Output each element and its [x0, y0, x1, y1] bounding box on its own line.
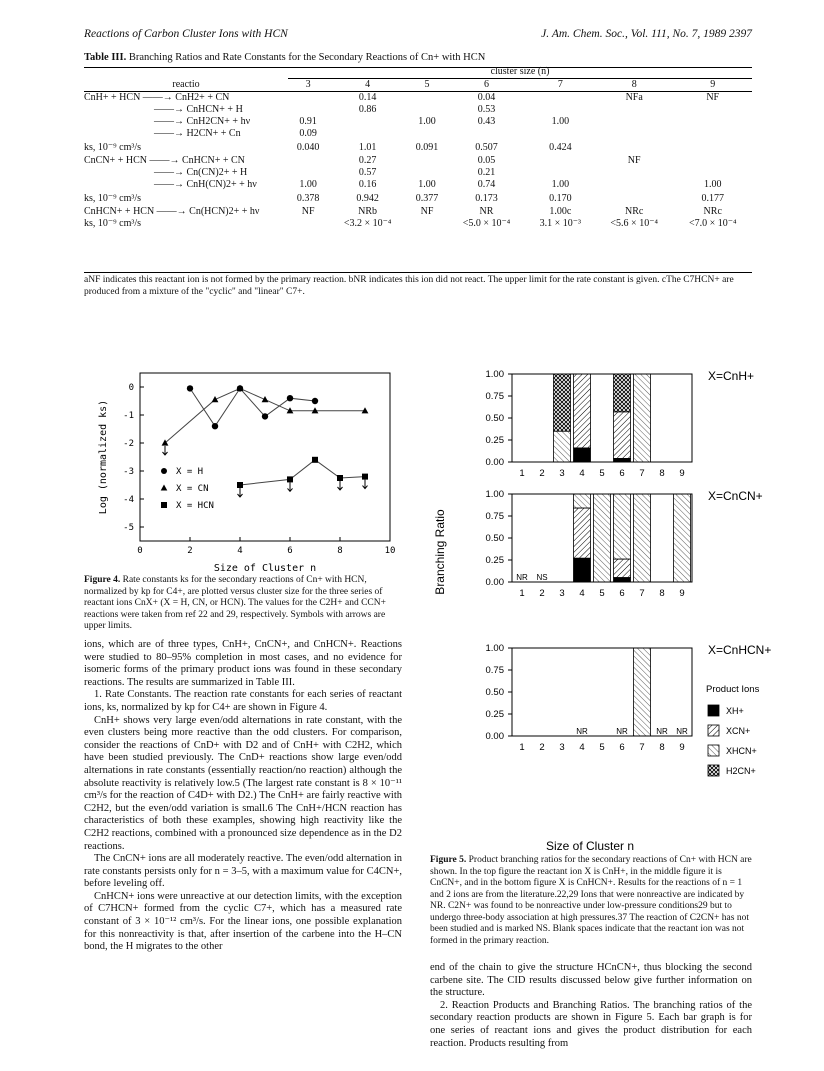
- y-tick-label: 0.50: [485, 533, 504, 544]
- value-cell: NRb: [358, 206, 378, 217]
- reaction-cell: ——→ CnHCN+ + H: [154, 104, 243, 115]
- y-tick-label: 0.75: [485, 391, 504, 402]
- legend-label: XH+: [726, 706, 744, 716]
- x-tick-label: 9: [679, 588, 685, 599]
- y-tick-label: 0.25: [485, 555, 504, 566]
- branching-panel-1: [486, 489, 763, 599]
- bar-segment: [634, 374, 651, 462]
- cluster-size-col-5: 5: [424, 79, 430, 90]
- panel-frame: [512, 648, 692, 736]
- x-axis-label: Size of Cluster n: [213, 563, 317, 574]
- table-footnote: aNF indicates this reactant ion is not formed by the primary reaction. bNR indicates this ion did not react. The upper limit for the rate constant is given. cThe C7HCN+ are produced from a mixture of the "cyclic" and "linear" C7+.: [84, 275, 734, 297]
- cluster-size-col-9: 9: [710, 79, 716, 90]
- value-cell: [407, 167, 447, 179]
- value-cell: 1.00c: [549, 206, 572, 217]
- x-tick-label: 9: [679, 742, 685, 753]
- cluster-size-col-8: 8: [631, 79, 637, 90]
- bar-segment: [574, 494, 591, 508]
- y-tick-label: 1.00: [485, 643, 504, 654]
- x-tick-label: 8: [659, 588, 665, 599]
- table-row: [84, 116, 752, 128]
- value-cell: 0.091: [415, 141, 439, 153]
- value-cell: [407, 155, 447, 167]
- x-tick-label: 4: [579, 742, 585, 753]
- value-cell: [673, 140, 752, 155]
- y-tick-label: 0.75: [485, 511, 504, 522]
- legend-title: Product Ions: [706, 684, 760, 695]
- x-tick-label: 7: [639, 468, 645, 479]
- value-cell: NF: [627, 155, 641, 166]
- data-point: [287, 395, 293, 401]
- bar-segment: [574, 508, 591, 558]
- branching-ratio-label: Branching Ratio: [433, 509, 447, 595]
- value-cell: [447, 128, 526, 140]
- value-cell: [595, 104, 674, 116]
- paragraph: CnHCN+ ions were unreactive at our detection limits, with the exception of C7HCN+ formed from the cyclic C7+, which has a measured rate constant of 3 × 10⁻¹² cm³/s. For the linear ions, one possible explanation for this nonreactivity is that, after insertion of the carbene into the H–CN bond, the H migrates to the other: [84, 890, 402, 953]
- value-cell: 0.170: [549, 192, 572, 204]
- value-cell: 0.424: [549, 141, 572, 153]
- value-cell: 0.942: [356, 192, 379, 204]
- value-cell: NF: [706, 92, 720, 103]
- value-cell: 0.177: [701, 192, 724, 204]
- bar-segment: [614, 412, 631, 459]
- body-right-column: [430, 962, 752, 1050]
- nr-label: NR: [516, 573, 528, 582]
- bar-segment: [634, 494, 651, 582]
- y-tick-label: -4: [123, 495, 134, 505]
- figure-4-caption-text: Rate constants ks for the secondary reactions of Cn+ with HCN, normalized by kp for C4+, are plotted versus cluster size for the three series of reactant ions CnX+ (X = H, CN, or HCN). The values for the C2H+ and CCN+ reactions were taken from ref 22 and 29, respectively. Symbols with arrows are upper limits.: [84, 575, 386, 631]
- value-cell: [407, 128, 447, 140]
- value-cell: 1.00: [551, 179, 570, 190]
- value-cell: 1.00: [299, 179, 317, 190]
- data-point: [312, 407, 319, 413]
- x-tick-label: 2: [539, 742, 545, 753]
- value-cell: [288, 92, 328, 105]
- table-bottom-rule: [84, 272, 752, 273]
- table-row: [84, 179, 752, 191]
- value-cell: 0.05: [477, 155, 496, 166]
- table-row: [84, 218, 752, 230]
- nr-label: NR: [616, 727, 628, 736]
- bar-segment: [614, 559, 631, 577]
- table-row: [84, 92, 752, 105]
- upper-limit-arrow: [238, 488, 243, 497]
- value-cell: 0.91: [299, 116, 317, 127]
- x-tick-label: 6: [619, 468, 625, 479]
- value-cell: [288, 167, 328, 179]
- x-tick-label: 2: [539, 588, 545, 599]
- panel-frame: [512, 374, 692, 462]
- value-cell: [595, 116, 674, 128]
- branching-panel-2: [486, 643, 772, 753]
- value-cell: <5.6 × 10⁻⁴: [610, 218, 658, 229]
- running-header-right: J. Am. Chem. Soc., Vol. 111, No. 7, 1989 2397: [541, 28, 752, 40]
- panel-title: X=CnCN+: [708, 489, 763, 503]
- y-tick-label: 0.50: [485, 687, 504, 698]
- x-tick-label: 2: [187, 546, 193, 556]
- value-cell: [288, 104, 328, 116]
- paragraph: 2. Reaction Products and Branching Ratios. The branching ratios of the secondary reaction products are shown in Figure 5. Each bar graph is for one series of reactant ions and gives the product distribution for each reaction. Products resulting from: [430, 999, 752, 1049]
- figure-5-caption-text: Product branching ratios for the secondary reactions of Cn+ with HCN are shown. In the top figure the reactant ion X is CnH+, in the middle figure it is CnCN+, and in the bottom figure X is CnHCN+. Results for the reactions of n = 1 and 2 ions are from the literature.22,29 Ions that were nonreactive are indicated by NR. C2N+ was found to be nonreactive under low-pressure conditions29 but to undergo three-body association at high pressures.37 The reaction of C2CN+ has not been studied and is marked NS. Blank spaces indicate that the reactant ion was not formed in the primary reaction.: [430, 855, 752, 946]
- x-tick-label: 8: [659, 742, 665, 753]
- value-cell: 0.53: [477, 104, 496, 115]
- x-tick-label: 7: [639, 742, 645, 753]
- value-cell: 0.040: [296, 141, 320, 153]
- data-point: [237, 482, 243, 488]
- y-tick-label: 0.00: [485, 577, 504, 588]
- value-cell: [328, 116, 407, 128]
- x-tick-label: 8: [659, 468, 665, 479]
- value-cell: [595, 140, 674, 155]
- table-row: [84, 155, 752, 167]
- y-tick-label: 0.75: [485, 665, 504, 676]
- legend-marker: [161, 485, 168, 491]
- cluster-size-col-7: 7: [557, 79, 563, 90]
- y-tick-label: 0.00: [485, 731, 504, 742]
- x-tick-label: 3: [559, 742, 565, 753]
- value-cell: [673, 104, 752, 116]
- y-tick-label: -3: [123, 467, 134, 477]
- reaction-cell: CnHCN+ + HCN ——→ Cn(HCN)2+ + hν: [84, 206, 260, 217]
- value-cell: [673, 155, 752, 167]
- series-line-2: [240, 460, 365, 485]
- value-cell: [407, 92, 447, 105]
- table-title-text: Branching Ratios and Rate Constants for the Secondary Reactions of Cn+ with HCN: [128, 52, 486, 63]
- upper-limit-arrow: [163, 446, 168, 455]
- data-point: [262, 413, 268, 419]
- table-row: [84, 104, 752, 116]
- body-left-column: [84, 639, 402, 954]
- y-tick-label: 0.25: [485, 435, 504, 446]
- data-point: [312, 457, 318, 463]
- nr-label: NR: [656, 727, 668, 736]
- value-cell: [407, 104, 447, 116]
- legend-swatch: [708, 745, 719, 756]
- value-cell: [673, 116, 752, 128]
- x-tick-label: 3: [559, 588, 565, 599]
- bar-segment: [554, 431, 571, 462]
- value-cell: NRc: [703, 206, 722, 217]
- data-point: [187, 385, 193, 391]
- legend-label: XHCN+: [726, 746, 757, 756]
- x-tick-label: 1: [519, 588, 525, 599]
- table-iii: [84, 66, 752, 230]
- paragraph: 1. Rate Constants. The reaction rate constants for each series of reactant ions, ks, normalized by kp for C4+ are shown in Figure 4.: [84, 689, 402, 713]
- bar-segment: [634, 648, 651, 736]
- x-tick-label: 1: [519, 468, 525, 479]
- panel-title: X=CnH+: [708, 369, 755, 383]
- x-tick-label: 10: [384, 546, 396, 556]
- value-cell: [673, 128, 752, 140]
- cluster-size-col-4: 4: [365, 79, 371, 90]
- x-tick-label: 9: [679, 468, 685, 479]
- value-cell: 0.09: [299, 128, 317, 139]
- legend-swatch: [708, 725, 719, 736]
- value-cell: [595, 167, 674, 179]
- figure-5-label: Figure 5.: [430, 855, 467, 865]
- bar-segment: [614, 494, 631, 559]
- reaction-cell: CnCN+ + HCN ——→ CnHCN+ + CN: [84, 155, 245, 166]
- value-cell: 1.00: [551, 116, 570, 127]
- table-row: [84, 140, 752, 155]
- value-cell: [526, 167, 595, 179]
- bar-segment: [574, 374, 591, 448]
- legend-label: X = H: [176, 467, 204, 477]
- legend-label: H2CN+: [726, 766, 756, 776]
- value-cell: <5.0 × 10⁻⁴: [462, 218, 511, 229]
- legend-label: X = HCN: [176, 501, 214, 511]
- x-tick-label: 5: [599, 588, 605, 599]
- branching-panel-0: [486, 369, 755, 479]
- legend-swatch: [708, 705, 719, 716]
- nr-label: NR: [576, 727, 588, 736]
- running-header-left: Reactions of Carbon Cluster Ions with HCN: [84, 28, 288, 40]
- data-point: [362, 407, 369, 413]
- value-cell: NRc: [625, 206, 644, 217]
- value-cell: 0.27: [358, 155, 377, 166]
- value-cell: [288, 155, 328, 167]
- value-cell: 0.14: [358, 92, 377, 103]
- value-cell: NF: [301, 206, 315, 217]
- x-tick-label: 0: [137, 546, 143, 556]
- value-cell: 1.00: [418, 116, 436, 127]
- y-tick-label: 0: [128, 383, 134, 393]
- value-cell: 1.00: [703, 179, 722, 190]
- y-tick-label: 0.50: [485, 413, 504, 424]
- data-point: [362, 474, 368, 480]
- reaction-cell: CnH+ + HCN ——→ CnH2+ + CN: [84, 92, 230, 103]
- value-cell: [526, 155, 595, 167]
- value-cell: 3.1 × 10⁻³: [539, 218, 582, 229]
- legend-marker: [161, 502, 167, 508]
- data-point: [262, 396, 269, 402]
- bar-segment: [614, 374, 631, 412]
- bar-segment: [614, 458, 631, 462]
- paragraph: end of the chain to give the structure HCnCN+, thus blocking the second carbene site. The CID results discussed below give further information on the structure.: [430, 962, 752, 999]
- nr-label: NR: [676, 727, 688, 736]
- data-point: [337, 475, 343, 481]
- value-cell: NFa: [625, 92, 643, 103]
- value-cell: 0.173: [475, 192, 498, 204]
- reaction-cell: ks, 10⁻⁹ cm³/s: [84, 192, 142, 204]
- figure-4-label: Figure 4.: [84, 575, 121, 585]
- data-point: [287, 476, 293, 482]
- x-tick-label: 6: [619, 742, 625, 753]
- x-tick-label: 7: [639, 588, 645, 599]
- y-tick-label: 0.25: [485, 709, 504, 720]
- value-cell: [407, 218, 447, 230]
- reaction-cell: ——→ CnH2CN+ + hν: [154, 116, 251, 127]
- value-cell: [673, 167, 752, 179]
- bar-segment: [574, 558, 591, 582]
- value-cell: [526, 104, 595, 116]
- bar-segment: [554, 374, 571, 431]
- x-tick-label: 4: [237, 546, 243, 556]
- table-row: [84, 167, 752, 179]
- legend-swatch: [708, 765, 719, 776]
- x-tick-label: 4: [579, 588, 585, 599]
- value-cell: NR: [479, 206, 494, 217]
- legend-marker: [161, 468, 167, 474]
- bar-segment: [594, 494, 611, 582]
- y-axis-label: Log (normalized ks): [98, 399, 109, 515]
- x-tick-label: 8: [337, 546, 343, 556]
- value-cell: 0.43: [477, 116, 496, 127]
- value-cell: 0.74: [477, 179, 496, 190]
- reaction-cell: ——→ CnH(CN)2+ + hν: [154, 179, 257, 190]
- value-cell: [595, 128, 674, 140]
- value-cell: 0.378: [296, 192, 320, 204]
- value-cell: 0.377: [415, 192, 439, 204]
- value-cell: 0.507: [475, 141, 498, 153]
- y-tick-label: -2: [123, 439, 134, 449]
- x-tick-label: 5: [599, 468, 605, 479]
- table-row: [84, 128, 752, 140]
- x-tick-label: 6: [619, 588, 625, 599]
- x-tick-label: 3: [559, 468, 565, 479]
- value-cell: [288, 218, 328, 230]
- upper-limit-arrow: [288, 482, 293, 491]
- figure-4-chart: [84, 365, 404, 575]
- table-title: [84, 52, 485, 63]
- y-tick-label: -1: [123, 411, 134, 421]
- cluster-size-header: cluster size (n): [288, 66, 752, 79]
- value-cell: 0.04: [477, 92, 496, 103]
- bar-segment: [674, 494, 691, 582]
- figure-5-caption: [430, 855, 752, 947]
- x-tick-label: 6: [287, 546, 293, 556]
- x-tick-label: 2: [539, 468, 545, 479]
- y-tick-label: 1.00: [485, 489, 504, 500]
- value-cell: <7.0 × 10⁻⁴: [688, 218, 737, 229]
- x-tick-label: 1: [519, 742, 525, 753]
- paragraph: The CnCN+ ions are all moderately reactive. The even/odd alternation in rate constants persists only for n = 3–5, with a maximum value for C4CN+, before leveling off.: [84, 853, 402, 890]
- panel-title: X=CnHCN+: [708, 643, 772, 657]
- value-cell: 1.01: [358, 141, 377, 153]
- value-cell: 1.00: [418, 179, 436, 190]
- upper-limit-arrow: [338, 481, 343, 490]
- reaction-cell: ——→ H2CN+ + Cn: [154, 128, 241, 139]
- figure-4-caption: [84, 575, 402, 633]
- bar-segment: [614, 578, 631, 582]
- legend-label: XCN+: [726, 726, 751, 736]
- data-point: [287, 407, 294, 413]
- cluster-size-col-3: 3: [305, 79, 311, 90]
- table-row: [84, 206, 752, 218]
- nr-label: NS: [536, 573, 548, 582]
- reaction-cell: ks, 10⁻⁹ cm³/s: [84, 141, 142, 153]
- value-cell: [526, 92, 595, 105]
- value-cell: 0.86: [358, 104, 377, 115]
- legend-label: X = CN: [176, 484, 209, 494]
- reaction-cell: ——→ Cn(CN)2+ + H: [154, 167, 248, 178]
- y-tick-label: 1.00: [485, 369, 504, 380]
- table-label: Table III.: [84, 52, 127, 63]
- value-cell: NF: [420, 206, 434, 217]
- y-tick-label: -5: [123, 523, 134, 533]
- reaction-cell: ks, 10⁻⁹ cm³/s: [84, 218, 142, 229]
- table-row: [84, 191, 752, 206]
- y-tick-label: 0.00: [485, 457, 504, 468]
- x-tick-label: 5: [599, 742, 605, 753]
- bar-segment: [574, 448, 591, 462]
- figure-5-chart: [430, 362, 772, 862]
- x-tick-label: 4: [579, 468, 585, 479]
- value-cell: 0.16: [358, 179, 377, 190]
- paragraph: ions, which are of three types, CnH+, CnCN+, and CnHCN+. Reactions were studied to 80–95% completion in most cases, and no evidence for isomeric forms of the primary product ions was found in these secondary reactions. The results are summarized in Table III.: [84, 639, 402, 688]
- value-cell: [595, 191, 674, 206]
- value-cell: [328, 128, 407, 140]
- paragraph: CnH+ shows very large even/odd alternations in rate constant, with the even clusters being more reactive than the odd clusters. For comparison, consider the reactions of CnD+ with D2 and of CnH+ with C2H2, which have been studied previously. The CnD+ reactions show large even/odd alternations in rate constants (essentially reaction/no reaction) although the absolute reactivity is relatively low.5 (The largest rate constant is 8 × 10⁻¹¹ cm³/s for the reaction of C4D+ with D2.) The CnH+ are fairly reactive with C2H2, but the even/odd variation is small.6 The CnH+/HCN reaction has characteristics of both these examples, showing high reactivity like the C2H2 reactions, combined with a pronounced size dependence as in the D2 reactions.: [84, 714, 402, 852]
- reaction-column-header: reactio: [172, 78, 200, 90]
- value-cell: 0.57: [358, 167, 377, 178]
- data-point: [312, 398, 318, 404]
- figure-5-x-axis-label: Size of Cluster n: [545, 839, 635, 853]
- value-cell: [526, 128, 595, 140]
- upper-limit-arrow: [363, 480, 368, 489]
- value-cell: 0.21: [477, 167, 496, 178]
- value-cell: <3.2 × 10⁻⁴: [343, 218, 392, 229]
- cluster-size-col-6: 6: [483, 79, 489, 90]
- data-point: [212, 396, 219, 402]
- data-point: [212, 423, 218, 429]
- value-cell: [595, 179, 674, 191]
